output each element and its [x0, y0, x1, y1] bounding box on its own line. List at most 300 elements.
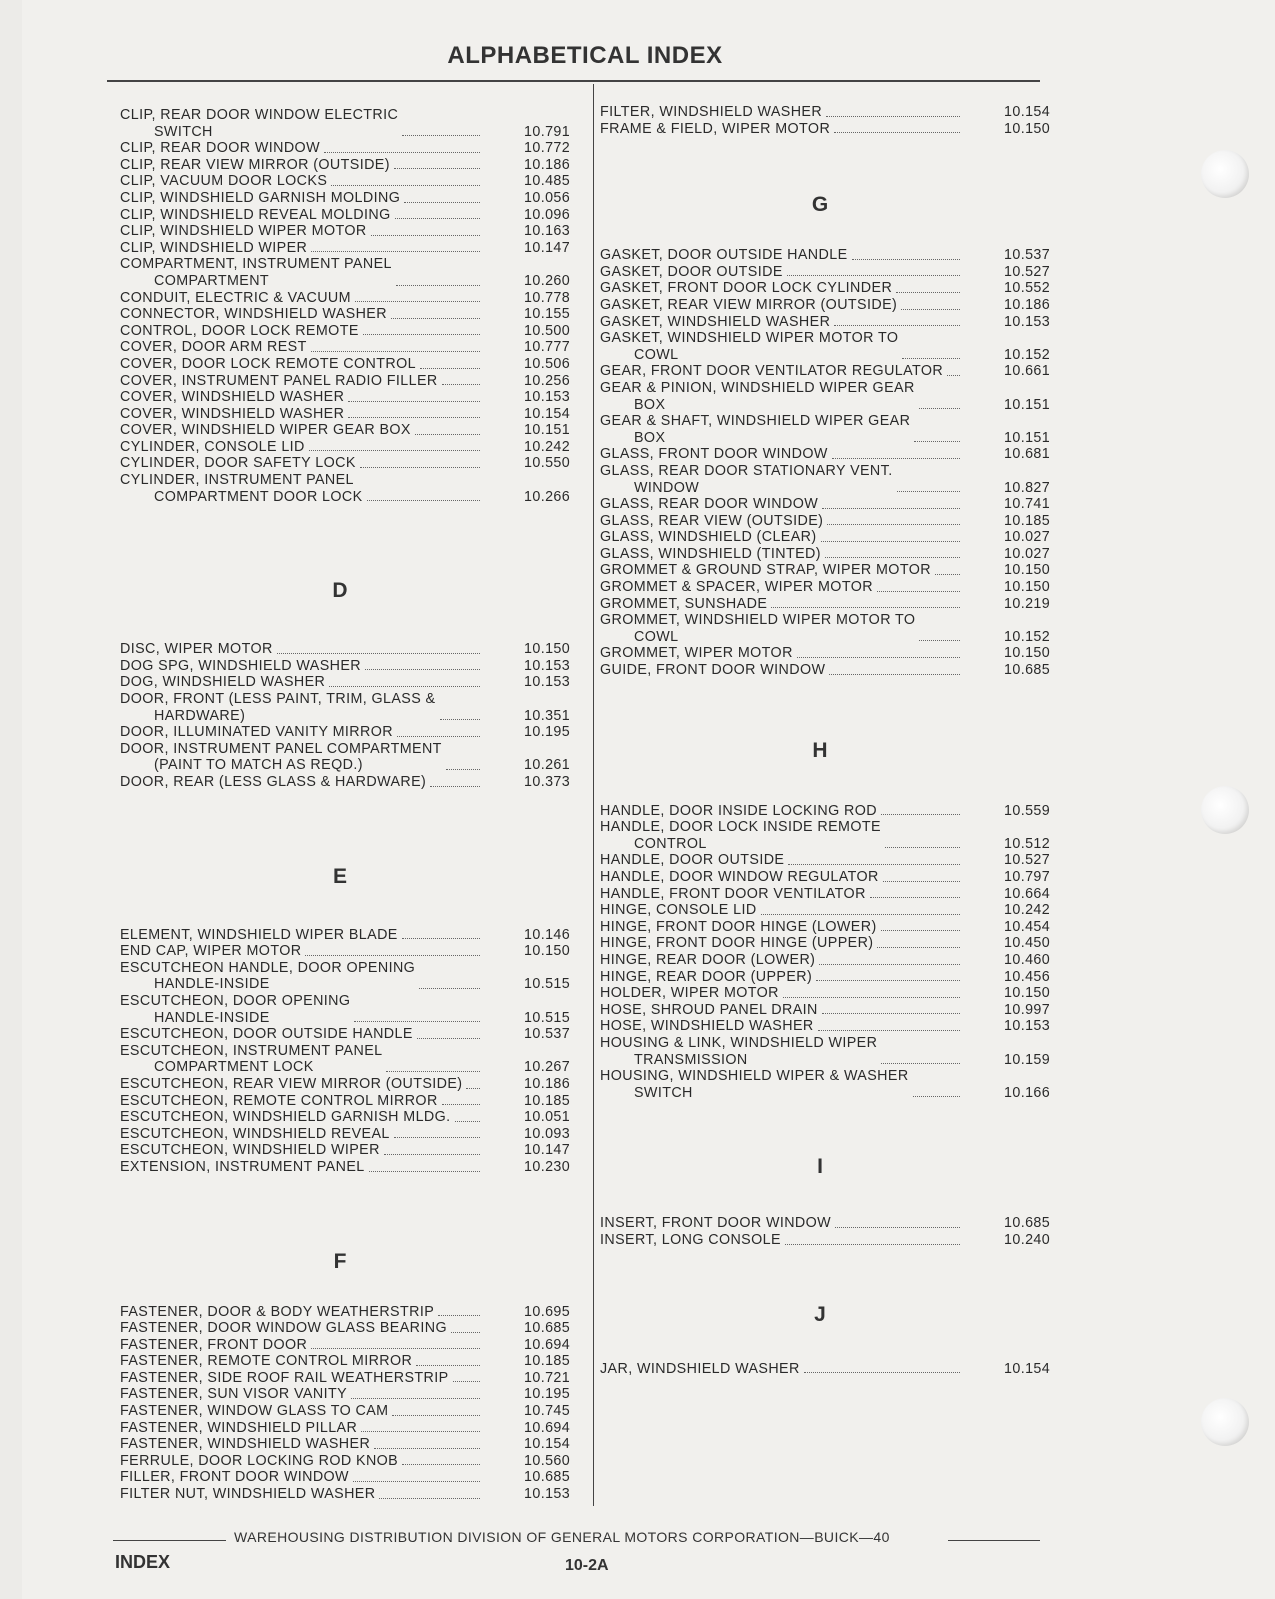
- dot-leader: [771, 606, 960, 608]
- entry-page-ref: 10.150: [1004, 562, 1051, 579]
- dot-leader: [371, 234, 480, 236]
- entry-page-ref: 10.186: [1004, 296, 1051, 313]
- index-entry: [600, 297, 1060, 314]
- dot-leader: [442, 383, 480, 385]
- footer-rule-right: [948, 1540, 1040, 1541]
- section-letter: E: [332, 864, 347, 888]
- dot-leader: [822, 1012, 960, 1014]
- entry-page-ref: 10.256: [524, 372, 571, 389]
- entry-term: CONNECTOR, WINDSHIELD WASHER: [120, 306, 387, 323]
- entry-page-ref: 10.694: [524, 1419, 571, 1436]
- entry-term: HOSE, WINDSHIELD WASHER: [600, 1018, 814, 1035]
- entry-page-ref: 10.195: [524, 724, 571, 741]
- entry-page-ref: 10.456: [1004, 968, 1051, 985]
- index-entry: [600, 886, 1060, 903]
- entry-page-ref: 10.151: [1004, 429, 1051, 446]
- entry-term: GASKET, WINDSHIELD WIPER MOTOR TO: [600, 330, 899, 347]
- entry-page-ref: 10.685: [524, 1469, 571, 1486]
- entry-term: JAR, WINDSHIELD WASHER: [600, 1360, 800, 1377]
- section-letter: J: [814, 1302, 826, 1326]
- dot-leader: [379, 1497, 480, 1499]
- entry-term: COVER, DOOR ARM REST: [120, 339, 307, 356]
- entry-page-ref: 10.153: [524, 674, 571, 691]
- entry-term: COVER, WINDSHIELD WASHER: [120, 405, 345, 422]
- column-divider: [593, 84, 594, 1506]
- entry-term: ESCUTCHEON, WINDSHIELD GARNISH MLDG.: [120, 1109, 451, 1126]
- entry-term: HINGE, CONSOLE LID: [600, 902, 757, 919]
- index-entry: [120, 1109, 580, 1126]
- entry-page-ref: 10.154: [524, 405, 571, 422]
- dot-leader: [818, 1029, 960, 1031]
- dot-leader: [788, 863, 960, 865]
- index-entry: [600, 803, 1060, 820]
- entry-page-ref: 10.552: [1004, 280, 1051, 297]
- index-entry: [120, 1353, 580, 1370]
- dot-leader: [881, 929, 960, 931]
- entry-page-ref: 10.537: [1004, 247, 1051, 264]
- entry-term: FILTER NUT, WINDSHIELD WASHER: [120, 1486, 376, 1503]
- entry-term-continued: HARDWARE): [154, 707, 246, 724]
- dot-leader: [374, 1447, 480, 1449]
- entry-page-ref: 10.151: [524, 422, 571, 439]
- entry-page-ref: 10.512: [1004, 835, 1051, 852]
- dot-leader: [451, 1331, 480, 1333]
- entry-term: GASKET, DOOR OUTSIDE: [600, 263, 783, 280]
- index-entry: [600, 869, 1060, 886]
- dot-leader: [896, 291, 960, 293]
- index-entry: [600, 513, 1060, 530]
- dot-leader: [816, 979, 960, 981]
- entry-page-ref: 10.661: [1004, 363, 1051, 380]
- entry-page-ref: 10.267: [524, 1059, 571, 1076]
- index-entry: [120, 439, 580, 456]
- entry-page-ref: 10.242: [524, 438, 571, 455]
- dot-leader: [785, 1243, 960, 1245]
- entry-term: CLIP, WINDSHIELD WIPER: [120, 239, 308, 256]
- index-entry: [600, 330, 1060, 363]
- section-letter: I: [817, 1155, 823, 1179]
- entry-page-ref: 10.694: [524, 1336, 571, 1353]
- dot-leader: [351, 1397, 480, 1399]
- entry-page-ref: 10.154: [1004, 1360, 1051, 1377]
- entry-term-continued: TRANSMISSION: [634, 1051, 748, 1068]
- dot-leader: [919, 407, 960, 409]
- index-entry: [120, 774, 580, 791]
- index-entry: [600, 579, 1060, 596]
- index-column-left: [120, 107, 580, 1503]
- index-entry: [600, 380, 1060, 413]
- entry-page-ref: 10.778: [524, 289, 571, 306]
- dot-leader: [822, 507, 960, 509]
- entry-page-ref: 10.266: [524, 488, 571, 505]
- entry-page-ref: 10.154: [1004, 104, 1051, 120]
- entry-term: CYLINDER, INSTRUMENT PANEL: [120, 472, 354, 489]
- entry-term: HANDLE, DOOR LOCK INSIDE REMOTE: [600, 819, 881, 836]
- dot-leader: [367, 499, 480, 501]
- entry-page-ref: 10.240: [1004, 1231, 1051, 1248]
- entry-term-continued: COMPARTMENT: [154, 272, 270, 289]
- dot-leader: [914, 440, 960, 442]
- dot-leader: [834, 324, 960, 326]
- index-entry: [600, 952, 1060, 969]
- entry-term-continued: BOX: [634, 396, 666, 413]
- dot-leader: [354, 1020, 480, 1022]
- index-entry: [120, 1142, 580, 1159]
- section-letter: G: [811, 193, 829, 217]
- entry-page-ref: 10.695: [524, 1303, 571, 1320]
- entry-term: FERRULE, DOOR LOCKING ROD KNOB: [120, 1452, 399, 1469]
- dot-leader: [919, 639, 960, 641]
- entry-term: CLIP, WINDSHIELD REVEAL MOLDING: [120, 206, 391, 223]
- entry-page-ref: 10.150: [524, 943, 571, 960]
- dot-leader: [834, 131, 960, 133]
- dot-leader: [309, 449, 480, 451]
- index-entry: [120, 1469, 580, 1486]
- entry-term: HINGE, FRONT DOOR HINGE (UPPER): [600, 935, 874, 952]
- index-entry: [120, 1320, 580, 1337]
- section-letter: D: [332, 579, 348, 603]
- index-entry: [600, 852, 1060, 869]
- entry-term: GEAR, FRONT DOOR VENTILATOR REGULATOR: [600, 363, 944, 380]
- index-entry: [120, 691, 580, 724]
- entry-page-ref: 10.051: [524, 1109, 571, 1126]
- dot-leader: [311, 1347, 480, 1349]
- entry-term: ESCUTCHEON HANDLE, DOOR OPENING: [120, 959, 416, 976]
- entry-page-ref: 10.150: [1004, 579, 1051, 596]
- entry-page-ref: 10.485: [524, 173, 571, 190]
- entry-term-continued: COWL: [634, 628, 679, 645]
- entry-term: COMPARTMENT, INSTRUMENT PANEL: [120, 256, 392, 273]
- entry-page-ref: 10.154: [524, 1436, 571, 1453]
- dot-leader: [913, 1095, 960, 1097]
- entry-term: HOUSING & LINK, WINDSHIELD WIPER: [600, 1034, 878, 1051]
- entry-term: GASKET, DOOR OUTSIDE HANDLE: [600, 247, 848, 264]
- dot-leader: [885, 846, 960, 848]
- entry-page-ref: 10.772: [524, 140, 571, 157]
- entry-page-ref: 10.681: [1004, 446, 1051, 463]
- entry-term: FASTENER, DOOR WINDOW GLASS BEARING: [120, 1320, 447, 1337]
- entry-term: GROMMET & GROUND STRAP, WIPER MOTOR: [600, 562, 931, 579]
- entry-page-ref: 10.460: [1004, 951, 1051, 968]
- entry-page-ref: 10.186: [524, 156, 571, 173]
- dot-leader: [901, 308, 960, 310]
- entry-term: FASTENER, SIDE ROOF RAIL WEATHERSTRIP: [120, 1369, 449, 1386]
- dot-leader: [440, 718, 481, 720]
- index-entry: [120, 1386, 580, 1403]
- dot-leader: [415, 433, 480, 435]
- entry-page-ref: 10.797: [1004, 869, 1051, 885]
- index-entry: [120, 1076, 580, 1093]
- entry-term: CLIP, REAR VIEW MIRROR (OUTSIDE): [120, 156, 390, 173]
- index-entry: [120, 641, 580, 658]
- entry-page-ref: 10.527: [1004, 263, 1051, 280]
- entry-page-ref: 10.153: [524, 657, 571, 674]
- entry-term: ESCUTCHEON, REAR VIEW MIRROR (OUTSIDE): [120, 1075, 463, 1092]
- entry-term: FASTENER, WINDOW GLASS TO CAM: [120, 1403, 389, 1420]
- entry-term: DISC, WIPER MOTOR: [120, 641, 273, 658]
- entry-term: GASKET, FRONT DOOR LOCK CYLINDER: [600, 280, 893, 297]
- index-entry: [120, 455, 580, 472]
- entry-page-ref: 10.146: [524, 926, 571, 943]
- index-entry: [600, 969, 1060, 986]
- dot-leader: [394, 167, 480, 169]
- dot-leader: [466, 1087, 480, 1089]
- index-entry: [120, 256, 580, 289]
- entry-term: DOG SPG, WINDSHIELD WASHER: [120, 657, 362, 674]
- index-entry: [600, 264, 1060, 281]
- index-entry: [600, 496, 1060, 513]
- index-entry: [120, 1126, 580, 1143]
- dot-leader: [386, 1070, 480, 1072]
- entry-term: ESCUTCHEON, REMOTE CONTROL MIRROR: [120, 1092, 438, 1109]
- index-entry: [120, 1370, 580, 1387]
- dot-leader: [384, 1153, 480, 1155]
- index-entry: [120, 1436, 580, 1453]
- index-entry: [600, 919, 1060, 936]
- dot-leader: [305, 954, 480, 956]
- index-entry: [120, 1403, 580, 1420]
- entry-term: DOOR, REAR (LESS GLASS & HARDWARE): [120, 774, 427, 790]
- entry-term: HANDLE, DOOR INSIDE LOCKING ROD: [600, 802, 877, 819]
- dot-leader: [402, 1463, 480, 1465]
- entry-term: ESCUTCHEON, DOOR OPENING: [120, 992, 351, 1009]
- entry-page-ref: 10.741: [1004, 496, 1051, 513]
- entry-term: CLIP, REAR DOOR WINDOW ELECTRIC: [120, 107, 399, 123]
- index-entry: [600, 1002, 1060, 1019]
- index-entry: [600, 562, 1060, 579]
- index-entry: [120, 173, 580, 190]
- index-entry: [120, 1026, 580, 1043]
- index-entry: [600, 413, 1060, 446]
- index-entry: [120, 993, 580, 1026]
- entry-page-ref: 10.685: [524, 1320, 571, 1337]
- entry-term-continued: SWITCH: [634, 1084, 693, 1101]
- dot-leader: [902, 357, 960, 359]
- dot-leader: [392, 1414, 480, 1416]
- entry-page-ref: 10.506: [524, 355, 571, 372]
- footer-rule-left: [113, 1540, 226, 1541]
- entry-term: FILTER, WINDSHIELD WASHER: [600, 104, 823, 120]
- entry-term: GLASS, REAR DOOR WINDOW: [600, 496, 819, 513]
- dot-leader: [348, 416, 480, 418]
- index-entry: [120, 1304, 580, 1321]
- entry-term: CYLINDER, DOOR SAFETY LOCK: [120, 455, 356, 472]
- dot-leader: [404, 201, 480, 203]
- dot-leader: [369, 1170, 480, 1172]
- entry-page-ref: 10.450: [1004, 935, 1051, 952]
- entry-page-ref: 10.515: [524, 1009, 571, 1026]
- entry-term: ELEMENT, WINDSHIELD WIPER BLADE: [120, 926, 398, 943]
- dot-leader: [353, 1480, 480, 1482]
- index-entry: [120, 323, 580, 340]
- entry-page-ref: 10.150: [1004, 120, 1051, 137]
- index-entry: [600, 1361, 1060, 1378]
- dot-leader: [394, 1136, 480, 1138]
- entry-page-ref: 10.150: [1004, 985, 1051, 1002]
- index-entry: [600, 596, 1060, 613]
- dot-leader: [446, 768, 480, 770]
- index-entry: [600, 662, 1060, 679]
- index-entry: [120, 960, 580, 993]
- index-entry: [120, 472, 580, 505]
- entry-term: ESCUTCHEON, DOOR OUTSIDE HANDLE: [120, 1026, 413, 1043]
- entry-term-continued: WINDOW: [634, 479, 700, 496]
- index-entry: [120, 223, 580, 240]
- dot-leader: [442, 1103, 480, 1105]
- entry-term: ESCUTCHEON, WINDSHIELD WIPER: [120, 1142, 380, 1159]
- index-entry: [600, 1035, 1060, 1068]
- index-entry: [120, 107, 580, 140]
- entry-page-ref: 10.163: [524, 223, 571, 240]
- entry-term: HANDLE, DOOR WINDOW REGULATOR: [600, 869, 879, 885]
- index-entry: [600, 1068, 1060, 1101]
- dot-leader: [819, 963, 960, 965]
- dot-leader: [870, 896, 960, 898]
- dot-leader: [783, 996, 960, 998]
- dot-leader: [881, 813, 960, 815]
- entry-page-ref: 10.745: [524, 1403, 571, 1420]
- entry-page-ref: 10.373: [524, 774, 571, 790]
- page-number: 10-2A: [565, 1557, 609, 1574]
- entry-term: COVER, WINDSHIELD WASHER: [120, 389, 345, 406]
- entry-page-ref: 10.152: [1004, 346, 1051, 363]
- index-entry: [120, 1159, 580, 1176]
- entry-page-ref: 10.515: [524, 976, 571, 993]
- dot-leader: [331, 184, 480, 186]
- entry-term: CLIP, WINDSHIELD WIPER MOTOR: [120, 223, 367, 240]
- entry-term-continued: COMPARTMENT DOOR LOCK: [154, 488, 363, 505]
- entry-page-ref: 10.155: [524, 306, 571, 323]
- entry-term: DOOR, ILLUMINATED VANITY MIRROR: [120, 724, 393, 741]
- entry-page-ref: 10.242: [1004, 902, 1051, 919]
- index-entry: [120, 373, 580, 390]
- index-entry: [600, 645, 1060, 662]
- dot-leader: [402, 134, 480, 136]
- index-entry: [600, 247, 1060, 264]
- entry-page-ref: 10.527: [1004, 852, 1051, 869]
- index-entry: [600, 314, 1060, 331]
- entry-term: GLASS, WINDSHIELD (TINTED): [600, 545, 821, 562]
- index-entry: [120, 290, 580, 307]
- index-entry: [600, 935, 1060, 952]
- index-entry: [600, 363, 1060, 380]
- entry-term: CONTROL, DOOR LOCK REMOTE: [120, 322, 359, 339]
- index-entry: [600, 446, 1060, 463]
- entry-term: GROMMET, WIPER MOTOR: [600, 645, 793, 662]
- entry-page-ref: 10.056: [524, 189, 571, 206]
- index-entry: [120, 389, 580, 406]
- entry-term-continued: BOX: [634, 429, 666, 446]
- entry-term-continued: SWITCH: [154, 123, 213, 140]
- entry-term: CYLINDER, CONSOLE LID: [120, 438, 305, 455]
- index-entry: [120, 1420, 580, 1437]
- dot-leader: [360, 466, 480, 468]
- entry-term: DOOR, INSTRUMENT PANEL COMPARTMENT: [120, 740, 442, 757]
- entry-page-ref: 10.454: [1004, 918, 1051, 935]
- entry-term: GEAR & PINION, WINDSHIELD WIPER GEAR: [600, 379, 915, 396]
- index-entry: [120, 1043, 580, 1076]
- index-entry: [120, 724, 580, 741]
- dot-leader: [826, 115, 960, 117]
- entry-page-ref: 10.153: [524, 389, 571, 406]
- entry-term-continued: (PAINT TO MATCH AS REQD.): [154, 757, 363, 774]
- index-entry: [600, 985, 1060, 1002]
- index-entry: [600, 1215, 1060, 1232]
- entry-page-ref: 10.185: [1004, 512, 1051, 529]
- entry-term: CONDUIT, ELECTRIC & VACUUM: [120, 289, 351, 306]
- index-entry: [120, 674, 580, 691]
- entry-page-ref: 10.260: [524, 272, 571, 289]
- entry-page-ref: 10.791: [524, 123, 571, 140]
- entry-term: GASKET, WINDSHIELD WASHER: [600, 313, 831, 330]
- entry-term: GASKET, REAR VIEW MIRROR (OUTSIDE): [600, 296, 898, 313]
- entry-term-continued: CONTROL: [634, 835, 707, 852]
- dot-leader: [396, 284, 480, 286]
- entry-term: EXTENSION, INSTRUMENT PANEL: [120, 1158, 365, 1175]
- entry-page-ref: 10.147: [524, 239, 571, 256]
- index-entry: [600, 1018, 1060, 1035]
- binder-hole: [1201, 786, 1249, 834]
- entry-term: END CAP, WIPER MOTOR: [120, 943, 302, 960]
- entry-page-ref: 10.537: [524, 1026, 571, 1043]
- dot-leader: [804, 1371, 960, 1373]
- index-entry: [120, 207, 580, 224]
- index-entry: [120, 406, 580, 423]
- title-rule: [107, 80, 1040, 82]
- entry-term-continued: COWL: [634, 346, 679, 363]
- entry-page-ref: 10.093: [524, 1125, 571, 1142]
- entry-term: GROMMET, WINDSHIELD WIPER MOTOR TO: [600, 612, 916, 629]
- index-entry: [120, 1093, 580, 1110]
- dot-leader: [430, 785, 480, 787]
- entry-page-ref: 10.230: [524, 1158, 571, 1175]
- index-entry: [120, 1486, 580, 1503]
- dot-leader: [365, 668, 480, 670]
- dot-leader: [881, 1062, 960, 1064]
- index-entry: [120, 140, 580, 157]
- entry-page-ref: 10.664: [1004, 885, 1051, 902]
- entry-term: CLIP, VACUUM DOOR LOCKS: [120, 173, 328, 190]
- entry-page-ref: 10.096: [524, 206, 571, 223]
- dot-leader: [420, 367, 480, 369]
- entry-page-ref: 10.153: [1004, 313, 1051, 330]
- entry-page-ref: 10.351: [524, 707, 571, 724]
- entry-term: GLASS, REAR DOOR STATIONARY VENT.: [600, 462, 893, 479]
- entry-page-ref: 10.159: [1004, 1051, 1051, 1068]
- entry-term: CLIP, REAR DOOR WINDOW: [120, 140, 320, 157]
- entry-page-ref: 10.151: [1004, 396, 1051, 413]
- entry-page-ref: 10.560: [524, 1452, 571, 1469]
- dot-leader: [438, 1314, 480, 1316]
- entry-term: HOUSING, WINDSHIELD WIPER & WASHER: [600, 1068, 909, 1085]
- dot-leader: [348, 400, 480, 402]
- dot-leader: [455, 1120, 480, 1122]
- entry-page-ref: 10.185: [524, 1092, 571, 1109]
- dot-leader: [825, 556, 960, 558]
- entry-page-ref: 10.195: [524, 1386, 571, 1403]
- dot-leader: [897, 490, 960, 492]
- entry-page-ref: 10.997: [1004, 1001, 1051, 1018]
- entry-page-ref: 10.150: [1004, 645, 1051, 662]
- dot-leader: [835, 1226, 960, 1228]
- dot-leader: [363, 333, 480, 335]
- entry-term: HOLDER, WIPER MOTOR: [600, 985, 779, 1002]
- dot-leader: [829, 673, 960, 675]
- index-entry: [600, 463, 1060, 496]
- dot-leader: [395, 217, 480, 219]
- dot-leader: [311, 350, 480, 352]
- entry-term: DOG, WINDSHIELD WASHER: [120, 674, 326, 691]
